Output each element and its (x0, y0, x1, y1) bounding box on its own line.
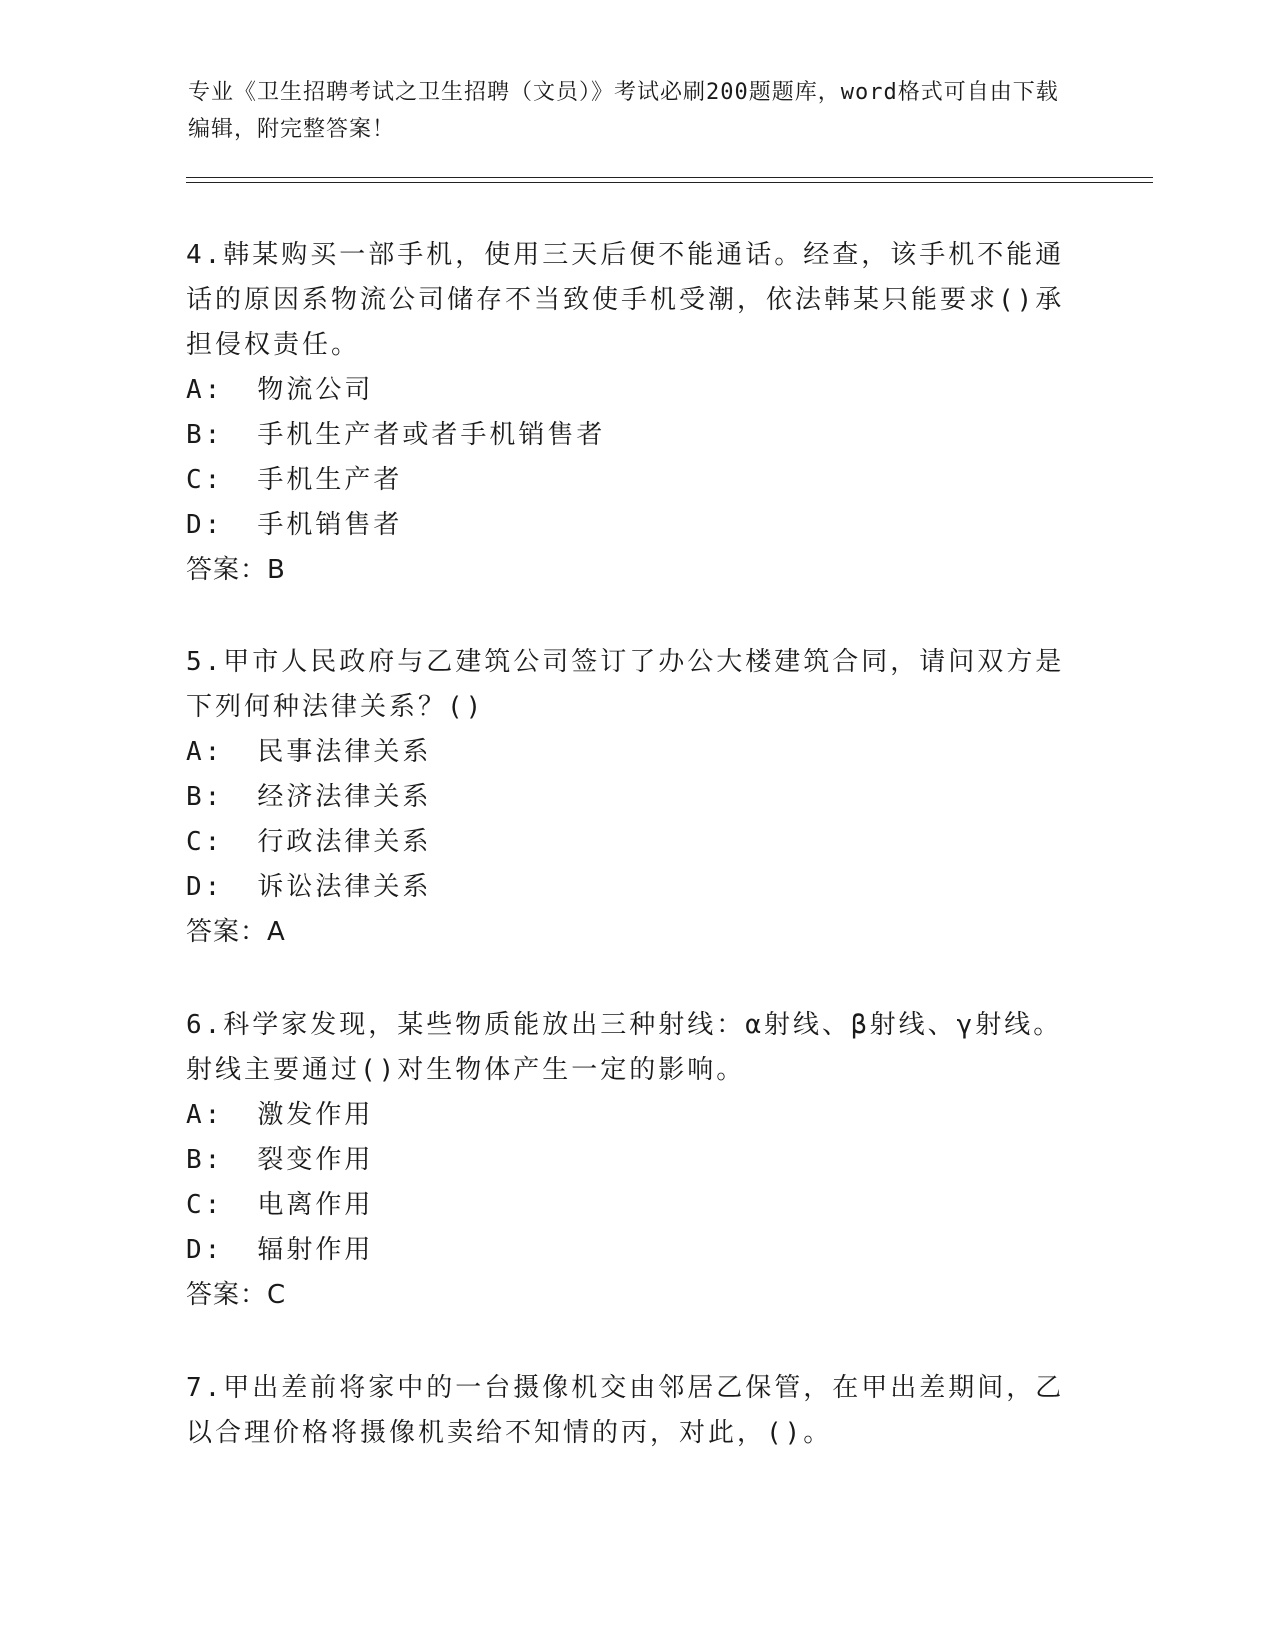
question-5 (186, 640, 1086, 955)
option-b (186, 1138, 1086, 1183)
option-b (186, 413, 1086, 458)
option-text: 诉讼法律关系 (257, 872, 432, 902)
answer-line: 答案：A (186, 917, 286, 947)
option-a (186, 730, 1086, 775)
option-text: 行政法律关系 (257, 827, 432, 857)
option-letter: A: (186, 737, 224, 767)
option-letter: D: (186, 1235, 224, 1265)
option-a (186, 368, 1086, 413)
option-text: 手机生产者或者手机销售者 (257, 420, 606, 450)
option-letter: B: (186, 782, 224, 812)
option-c (186, 820, 1086, 865)
option-c (186, 458, 1086, 503)
option-text: 辐射作用 (257, 1235, 374, 1265)
option-letter: A: (186, 1100, 224, 1130)
option-text: 经济法律关系 (257, 782, 432, 812)
document-header: 专业《卫生招聘考试之卫生招聘（文员）》考试必刷200题题库，word格式可自由下载编辑，附完整答案！ (188, 80, 1059, 142)
option-a (186, 1093, 1086, 1138)
option-text: 激发作用 (257, 1100, 374, 1130)
question-stem: 5.甲市人民政府与乙建筑公司签订了办公大楼建筑合同，请问双方是下列何种法律关系？() (186, 647, 1065, 722)
question-4 (186, 233, 1086, 593)
question-6 (186, 1003, 1086, 1318)
header-divider-bottom (186, 182, 1153, 183)
question-7 (186, 1366, 1086, 1456)
option-text: 裂变作用 (257, 1145, 374, 1175)
option-d (186, 503, 1086, 548)
option-text: 民事法律关系 (257, 737, 432, 767)
option-text: 手机生产者 (257, 465, 403, 495)
option-c (186, 1183, 1086, 1228)
option-letter: A: (186, 375, 224, 405)
option-letter: B: (186, 1145, 224, 1175)
option-letter: B: (186, 420, 224, 450)
header-divider-top (186, 177, 1153, 178)
option-text: 电离作用 (257, 1190, 374, 1220)
option-letter: D: (186, 872, 224, 902)
question-stem: 4.韩某购买一部手机，使用三天后便不能通话。经查，该手机不能通话的原因系物流公司储存不当致使手机受潮，依法韩某只能要求()承担侵权责任。 (186, 240, 1065, 360)
answer-line: 答案：C (186, 1280, 287, 1310)
option-d (186, 1228, 1086, 1273)
option-letter: C: (186, 465, 224, 495)
option-d (186, 865, 1086, 910)
question-stem: 6.科学家发现，某些物质能放出三种射线：α射线、β射线、γ射线。射线主要通过()对生物体产生一定的影响。 (186, 1010, 1063, 1085)
question-stem: 7.甲出差前将家中的一台摄像机交由邻居乙保管，在甲出差期间，乙以合理价格将摄像机卖给不知情的丙，对此，()。 (186, 1373, 1065, 1448)
option-text: 物流公司 (257, 375, 374, 405)
option-b (186, 775, 1086, 820)
option-text: 手机销售者 (257, 510, 403, 540)
option-letter: D: (186, 510, 224, 540)
option-letter: C: (186, 827, 224, 857)
option-letter: C: (186, 1190, 224, 1220)
answer-line: 答案：B (186, 555, 286, 585)
